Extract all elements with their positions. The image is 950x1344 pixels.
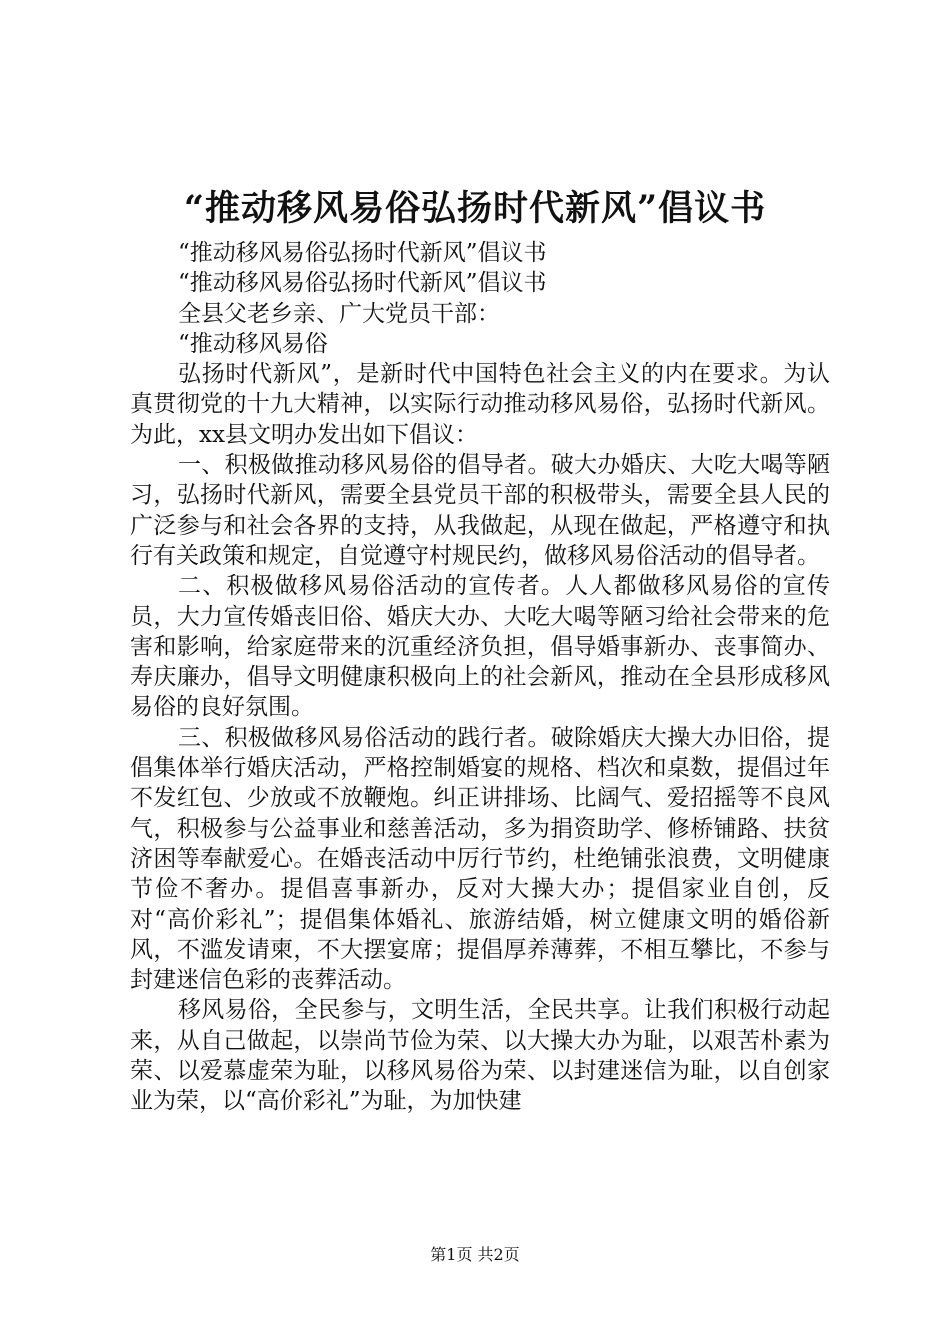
paragraph-subtitle-2: “推动移风易俗弘扬时代新风”倡议书 bbox=[178, 270, 547, 297]
paragraph-closing: 移风易俗，全民参与，文明生活，全民共享。让我们积极行动起来，从自己做起，以崇尚节俭为荣、以大操大办为耻，以艰苦朴素为荣、以爱慕虚荣为耻，以移风易俗为荣、以封建迷信为耻，以自创家业为荣，以“高价彩礼”为耻，为加快建 bbox=[130, 997, 830, 1115]
paragraph-proposal-3: 三、积极做移风易俗活动的践行者。破除婚庆大操大办旧俗，提倡集体举行婚庆活动，严格控制婚宴的规格、档次和桌数，提倡过年不发红包、少放或不放鞭炮。纠正讲排场、比阔气、爱招摇等不良风气，积极参与公益事业和慈善活动，多为捐资助学、修桥铺路、扶贫济困等奉献爱心。在婚丧活动中厉行节约，杜绝铺张浪费，文明健康节俭不奢办。提倡喜事新办，反对大操大办；提倡家业自创，反对“高价彩礼”；提倡集体婚礼、旅游结婚，树立健康文明的婚俗新风，不滥发请柬，不大摆宴席；提倡厚养薄葬，不相互攀比，不参与封建迷信色彩的丧葬活动。 bbox=[130, 724, 830, 994]
paragraph-slogan-start: “推动移风易俗 bbox=[178, 330, 328, 357]
paragraph-intro: 弘扬时代新风”，是新时代中国特色社会主义的内在要求。为认真贯彻党的十九大精神，以实际行动推动移风易俗，弘扬时代新风。为此，xx县文明办发出如下倡议： bbox=[130, 361, 830, 448]
paragraph-proposal-1: 一、积极做推动移风易俗的倡导者。破大办婚庆、大吃大喝等陋习，弘扬时代新风，需要全县党员干部的积极带头，需要全县人民的广泛参与和社会各界的支持，从我做起，从现在做起，严格遵守和执行有关政策和规定，自觉遵守村规民约，做移风易俗活动的倡导者。 bbox=[130, 452, 830, 569]
page-number-footer: 第1页 共2页 bbox=[430, 1245, 520, 1264]
paragraph-subtitle-1: “推动移风易俗弘扬时代新风”倡议书 bbox=[178, 240, 547, 266]
paragraph-salutation: 全县父老乡亲、广大党员干部： bbox=[178, 300, 500, 327]
document-body bbox=[130, 238, 830, 1117]
paragraph-proposal-2: 二、积极做移风易俗活动的宣传者。人人都做移风易俗的宣传员，大力宣传婚丧旧俗、婚庆大办、大吃大喝等陋习给社会带来的危害和影响，给家庭带来的沉重经济负担，倡导婚事新办、丧事简办、寿庆廉办，倡导文明健康积极向上的社会新风，推动在全县形成移风易俗的良好氛围。 bbox=[130, 573, 830, 721]
document-title: “推动移风易俗弘扬时代新风”倡议书 bbox=[183, 188, 767, 229]
